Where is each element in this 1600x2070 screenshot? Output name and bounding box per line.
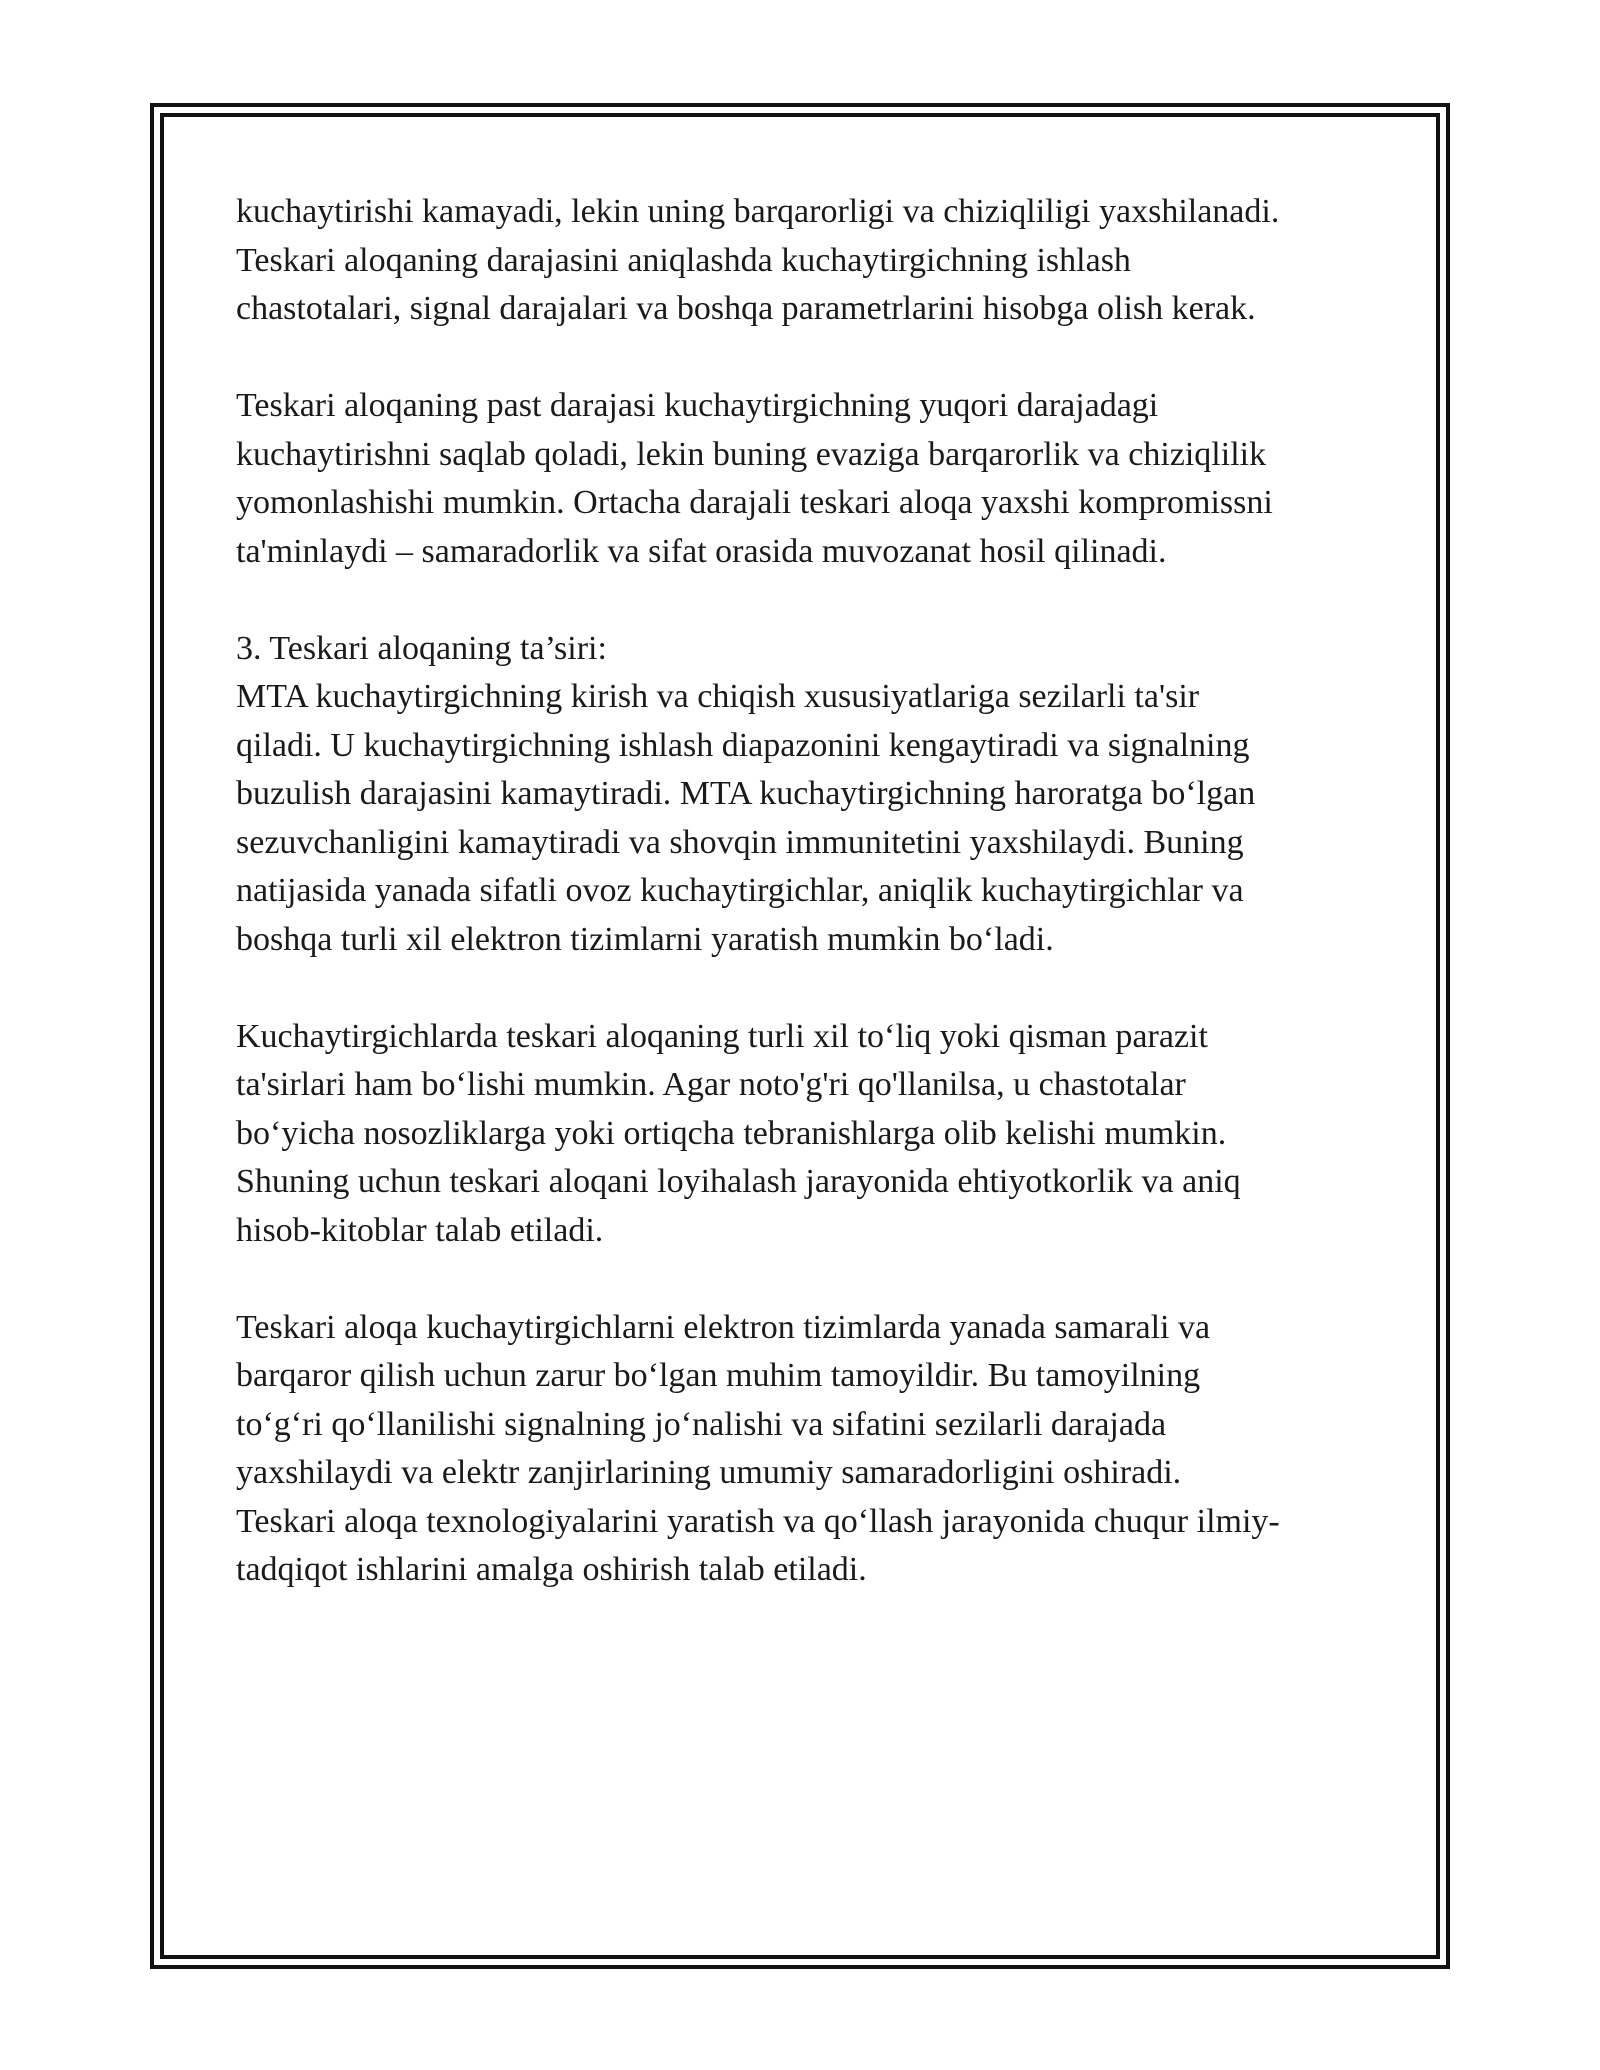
text-line: tadqiqot ishlarini amalga oshirish talab etiladi. [236, 1551, 867, 1588]
text-line: Teskari aloqaning darajasini aniqlashda kuchaytirgichning ishlash [236, 241, 1131, 279]
text-line: Teskari aloqa texnologiyalarini yaratish va qoʻllash jarayonida chuqur ilmiy- [236, 1502, 1280, 1540]
text-line: boshqa turli xil elektron tizimlarni yaratish mumkin boʻladi. [236, 920, 1054, 958]
text-line: ta'sirlari ham boʻlishi mumkin. Agar noto'g'ri qo'llanilsa, u chastotalar [236, 1066, 1186, 1103]
text-line: Teskari aloqa kuchaytirgichlarni elektron tizimlarda yanada samarali va [236, 1308, 1211, 1346]
text-line: MTA kuchaytirgichning kirish va chiqish xususiyatlariga sezilarli ta'sir [236, 678, 1200, 715]
text-line: ta'minlaydi – samaradorlik va sifat orasida muvozanat hosil qilinadi. [236, 532, 1167, 570]
paragraph-4 [236, 1013, 1386, 1256]
text-line: yomonlashishi mumkin. Ortacha darajali teskari aloqa yaxshi kompromissni [236, 484, 1273, 521]
text-line: hisob-kitoblar talab etiladi. [236, 1211, 604, 1249]
text-line: Shuning uchun teskari aloqani loyihalash jarayonida ehtiyotkorlik va aniq [236, 1163, 1241, 1200]
paragraph-3 [236, 625, 1386, 965]
text-line: natijasida yanada sifatli ovoz kuchaytirgichlar, aniqlik kuchaytirgichlar va [236, 872, 1244, 909]
text-line: kuchaytirishni saqlab qoladi, lekin buning evaziga barqarorlik va chiziqlilik [236, 435, 1267, 473]
text-line: boʻyicha nosozliklarga yoki ortiqcha tebranishlarga olib kelishi mumkin. [236, 1114, 1227, 1152]
text-line: sezuvchanligini kamaytiradi va shovqin immunitetini yaxshilaydi. Buning [236, 823, 1244, 861]
text-line: toʻgʻri qoʻllanilishi signalning joʻnalishi va sifatini sezilarli darajada [236, 1405, 1167, 1443]
text-line: buzulish darajasini kamaytiradi. MTA kuchaytirgichning haroratga boʻlgan [236, 775, 1256, 812]
paragraph-1 [236, 188, 1386, 334]
paragraph-5 [236, 1304, 1386, 1595]
document-body [236, 188, 1386, 1643]
text-line: yaxshilaydi va elektr zanjirlarining umumiy samaradorligini oshiradi. [236, 1454, 1182, 1491]
section-heading: 3. Teskari aloqaning ta’siri: [236, 629, 607, 667]
text-line: Teskari aloqaning past darajasi kuchaytirgichning yuqori darajadagi [236, 387, 1159, 424]
text-line: kuchaytirishi kamayadi, lekin uning barqarorligi va chiziqliligi yaxshilanadi. [236, 193, 1280, 230]
text-line: Kuchaytirgichlarda teskari aloqaning turli xil toʻliq yoki qisman parazit [236, 1017, 1208, 1055]
text-line: chastotalari, signal darajalari va boshqa parametrlarini hisobga olish kerak. [236, 290, 1256, 327]
text-line: barqaror qilish uchun zarur boʻlgan muhim tamoyildir. Bu tamoyilning [236, 1357, 1201, 1394]
text-line: qiladi. U kuchaytirgichning ishlash diapazonini kengaytiradi va signalning [236, 726, 1250, 764]
paragraph-2 [236, 382, 1386, 576]
